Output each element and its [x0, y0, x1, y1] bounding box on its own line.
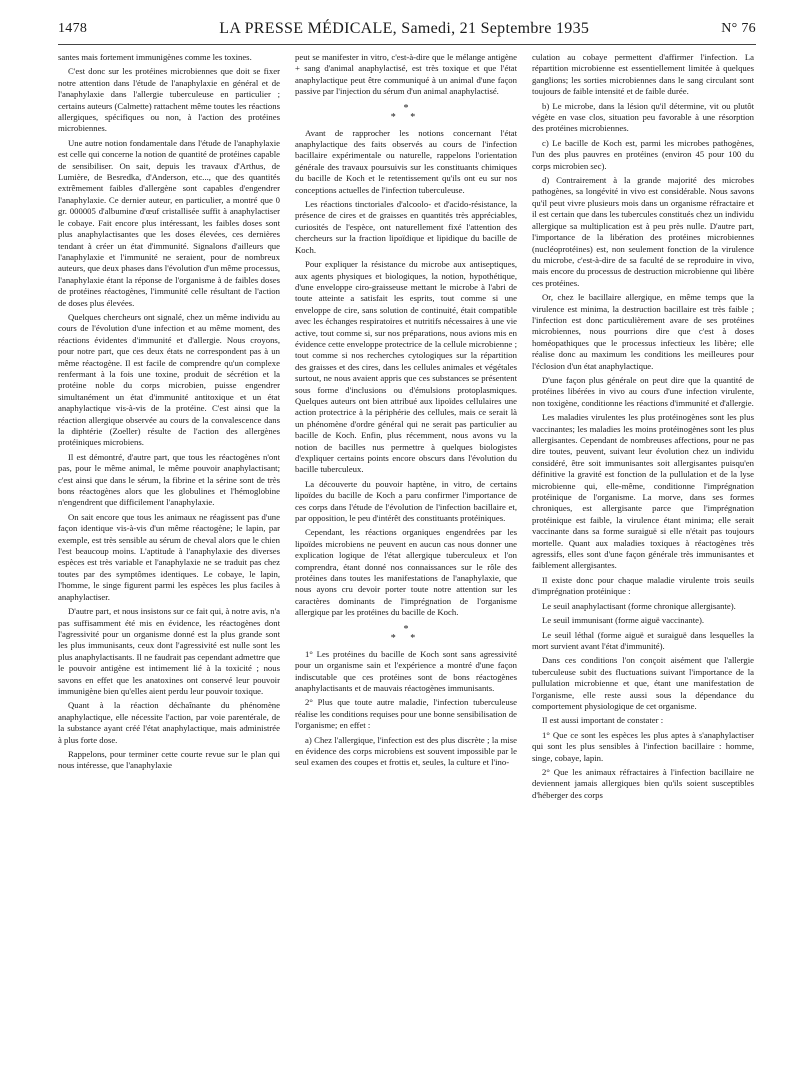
paragraph: Avant de rapprocher les notions concernant l'état anaphylactique des faits observés au cours de l'infection bacillaire expérimentale ou naturelle, rappelons l'orientation générale des travaux poursuivis sur les constituants chimiques du bacille de Koch et le retentissement qu'ils ont eu sur nos conceptions actuelles de l'infection tuberculeuse. — [295, 127, 517, 195]
separator-star: * — [403, 102, 409, 114]
paragraph: 1° Que ce sont les espèces les plus aptes à s'anaphylactiser qui sont les plus sensibles à l'infection bacillaire : homme, singe, cobaye, lapin. — [532, 729, 754, 763]
paragraph: Quant à la réaction déchaînante du phénomène anaphylactique, elle nécessite l'action, par voie parentérale, de la substance ayant créé l'état anaphylactique, mais administrée à plus forte dose. — [58, 700, 280, 745]
paragraph: b) Le microbe, dans la lésion qu'il détermine, vit ou plutôt végète en vase clos, situation peu favorable à une résorption des protéines microbiennes. — [532, 100, 754, 134]
paragraph: Cependant, les réactions organiques engendrées par les lipoïdes microbiens ne peuvent en aucun cas nous donner une explication logique de l'état allergique tuberculeux et l'on comprendra, étant donné nos connaissances sur le rôle des protéines dans toutes les manifestations de l'anaphylaxie, que nous ayons cru devoir porter toute notre attention sur les caractères dominants de l'imprégnation de l'organisme allergique par les protéines du bacille de Koch. — [295, 527, 517, 618]
paragraph: Le seuil immunisant (forme aiguë vaccinante). — [542, 615, 705, 626]
page-number: 1478 — [58, 21, 88, 36]
paragraph: La découverte du pouvoir haptène, in vitro, de certains lipoïdes du bacille de Koch a paru confirmer l'importance de ces corps dans l'étude de l'évolution de l'infection bacillaire et, par opposition, le peu d'intérêt des constituants protéiniques. — [295, 478, 517, 524]
paragraph: On sait encore que tous les animaux ne réagissent pas d'une façon identique vis-à-vis d'un même réactogène; le lapin, par exemple, est très sensible au sérum de cheval alors que le chien l'est beaucoup moins. L'aptitude à l'anaphylaxie des diverses espèces est très variable et l'anaphylaxie ne se traduit pas chez toutes par des symptômes identiques. Le cobaye, le lapin, l'homme, le singe figurent parmi les espèces les plus faciles à anaphylactiser. — [58, 511, 280, 602]
paragraph: 2° Que les animaux réfractaires à l'infection bacillaire ne deviennent jamais allergiques bien qu'ils soient susceptibles d'héberger des corps — [532, 766, 754, 800]
paragraph: Or, chez le bacillaire allergique, en même temps que la virulence est minima, la destruction bacillaire est très faible ; l'infection est donc particulièrement avare de ses protéines microbiennes, nous pourrions dire que c'est à doses homéopathiques que le processus infectieux les libère; elle réalise donc au maximum les conditions les meilleures pour l'éclosion d'un état anaphylactique. — [532, 292, 754, 371]
section-separator — [295, 104, 517, 122]
paragraph: Une autre notion fondamentale dans l'étude de l'anaphylaxie est celle qui concerne la notion de quantité de protéines capable de sensibiliser. On sait, depuis les travaux d'Arthus, de Lumière, de Besredka, d'Anderson, etc..., que des quantités extrêmement faibles d'allergène sont capables d'engendrer l'anaphylaxie. Ce dernier auteur, en particulier, a montré que 0 gr. 000005 d'albumine d'œuf cristallisée suffit à anaphylactiser le cobaye. Fait encore plus intéressant, les faibles doses sont plus anaphylactisantes que les doses élevées, ces dernières tendant à créer un état d'immunité. Signalons d'ailleurs que l'anaphylaxie et l'immunité ne seraient, pour de nombreux auteurs, que deux phases dans l'évolution d'un même processus, l'anaphylaxie étant la réponse de l'organisme à de faibles doses de protéines réactogènes, l'immunité celle résultant de l'action de doses plus élevées. — [58, 137, 280, 308]
paragraph: Il est démontré, d'autre part, que tous les réactogènes n'ont pas, pour le même animal, le même pouvoir anaphylactisant; c'est ainsi que dans le sérum, la fibrine et la sérine sont de très bons réactogènes alors que les globulines et l'hémoglobine n'engendrent que difficilement l'anaphylaxie. — [58, 451, 280, 508]
paragraph: peut se manifester in vitro, c'est-à-dire que le mélange antigène + sang d'animal anaphylactisé, est très toxique et que l'état anaphylactique peut être communiqué à un animal d'une façon passive par l'injection du sérum d'un animal anaphylactisé. — [295, 52, 517, 97]
paragraph: santes mais fortement immunigènes comme les toxines. — [58, 52, 252, 62]
paragraph: Il existe donc pour chaque maladie virulente trois seuils d'imprégnation protéinique : — [532, 574, 754, 597]
paragraph: d) Contrairement à la grande majorité des microbes pathogènes, sa longévité in vivo est considérable. Nous savons qu'il peut vivre plusieurs mois dans un organisme réfractaire et il est certain que dans les tubercules constitués chez un individu allergique sa multiplication est à peu près nulle. D'autre part, l'importance de la libération des protéines microbiennes (nucléoprotéines) est, non seulement fonction de la virulence du microbe, c'est-à-dire de sa faculté de se reproduire in vivo, mais encore du processus de destruction microbienne qui libère ces protéines. — [532, 175, 754, 288]
paragraph: 1° Les protéines du bacille de Koch sont sans agressivité pour un organisme sain et l'expérience a montré d'une façon indiscutable que ces protéines sont de bons réactogènes anaphylactisants et de mauvais réactogènes immunisants. — [295, 648, 517, 693]
paragraph: Il est aussi important de constater : — [542, 715, 664, 726]
paragraph: Dans ces conditions l'on conçoit aisément que l'allergie tuberculeuse subit des fluctuations suivant l'importance de la pullulation microbienne et que, étant une manifestation de l'organisme, elle reste aussi sous la dépendance du comportement physiologique de cet organisme. — [532, 655, 754, 711]
issue-number: N° 76 — [721, 21, 756, 36]
paragraph: C'est donc sur les protéines microbiennes que doit se fixer notre attention dans l'étude de l'anaphylaxie en général et de l'anaphylaxie dans l'allergie tuberculeuse en particulier ; certains auteurs (Calmette) rattachent même toutes les réactions allergiques, spécifiques ou non, à l'action des protéines microbiennes. — [58, 66, 280, 134]
paragraph: Les maladies virulentes les plus protéinogènes sont les plus vaccinantes; les maladies les moins protéinogènes sont les plus allergisantes. Cependant de nombreuses affections, pour ne pas dire toutes, peuvent, suivant leur évolution chez un individu considéré, être soit immunisantes soit allergisantes puisqu'en définitive la gravité est fonction de la pullulation et de la lyse microbienne qui, elle-même, conditionne l'imprégnation protéinique de l'organisme. La morve, dans ses formes chroniques, est allergisante parce que l'imprégnation protéinique est faible, la virulence étant minima; elle serait vaccinante dans sa forme suraiguë si elle n'était pas toujours mortelle. Quant aux maladies toxiques à réactogènes très agressifs, elles sont d'une façon générale très immunisantes et faiblement allergisantes. — [532, 412, 754, 571]
paragraph: Pour expliquer la résistance du microbe aux antiseptiques, aux agents physiques et biologiques, la notion, hypothétique, d'une enveloppe ciro-graisseuse mettant le microbe à l'abri de toute atteinte a satisfait les esprits, tout comme si une enveloppe de cire, sans solution de continuité, était compatible avec les échanges respiratoires et nutritifs nécessaires à une vie active, tout comme si, sur nos préparations, nous avions mis en évidence cette enveloppe protectrice de la cellule microbienne ; tout comme si nos recherches cytologiques sur la répartition des graisses et des cires, dans les cellules animales et végétales surtout, ne nous avaient appris que ces substances se présentent sous forme d'inclusions ou d'émulsions protoplasmiques. Quelques auteurs ont bien attribué aux lipoïdes cellulaires une action protectrice à la périphérie des cellules, mais ce serait là un phénomène d'ordre général qui ne serait pas particulier au bacille de Koch. Enfin, plus récemment, nous avons vu la notion de bacilles nus permettre à quelques biologistes d'expliquer certains points encore obscurs dans l'évolution du bacille tuberculeux. — [295, 259, 517, 475]
paragraph: D'autre part, et nous insistons sur ce fait qui, à notre avis, n'a pas suffisamment été mis en évidence, les réactogènes dont l'agressivité pour un organisme donné est la plus grande sont les plus immunisants, ceux dont l'agressivité est nulle sont les plus anaphylactisants. Il ne faudrait pas cependant admettre que le pouvoir antigène est intimement lié à la toxicité ; nous savons en effet que les anatoxines ont conservé leur pouvoir immunigène bien qu'elles aient perdu leur pouvoir toxique. — [58, 606, 280, 696]
page-header — [58, 14, 756, 45]
paragraph: D'une façon plus générale on peut dire que la quantité de protéines libérées in vivo au cours d'une infection virulente, non toxigène, conditionne les réactions d'immunité et d'allergie. — [532, 374, 754, 408]
journal-title: LA PRESSE MÉDICALE, Samedi, 21 Septembre 1935 — [219, 20, 590, 37]
text-columns — [58, 52, 756, 1070]
separator-stars: * * — [390, 111, 422, 123]
paragraph: Quelques chercheurs ont signalé, chez un même individu au cours de l'évolution d'une infection et au même moment, des réactions évidentes d'immunité et d'allergie. Nous croyons, pour notre part, que ces deux états ne correspondent pas à un même réactogène. Il est facile de comprendre qu'un complexe renfermant à la fois une toxine, produit de sécrétion et la protéine noble du corps microbien, puisse engendrer simultanément un état d'immunité antitoxique et un état anaphylactique vis-à-vis de la protéine. C'est ainsi que la réaction allergique observée au cours de la convalescence dans la diphtérie (Zoeller) résulte de l'action des allergènes protéiniques microbiens. — [58, 311, 280, 448]
paragraph: a) Chez l'allergique, l'infection est des plus discrète ; la mise en évidence des corps microbiens est souvent impossible par le seul examen des coupes et frottis et, seules, la culture et l'ino- — [295, 734, 517, 768]
column-2 — [295, 52, 517, 1070]
paragraph: culation au cobaye permettent d'affirmer l'infection. La répartition microbienne est essentiellement limitée à quelques ganglions; les sorties microbiennes dans le sang circulant sont toujours de faible intensité et de faible durée. — [532, 52, 754, 97]
paragraph: Rappelons, pour terminer cette courte revue sur le plan qui nous intéresse, que l'anaphylaxie — [58, 748, 280, 771]
paragraph: 2° Plus que toute autre maladie, l'infection tuberculeuse réalise les conditions requises pour une bonne sensibilisation de l'organisme; en effet : — [295, 697, 517, 731]
column-3 — [532, 52, 754, 1070]
paragraph: Les réactions tinctoriales d'alcoolo- et d'acido-résistance, la présence de cires et de graisses en quantités très appréciables, curiosités de l'espèce, ont naturellement fixé l'attention des chercheurs sur la fraction lipoïdique et lipidique du bacille de Koch. — [295, 199, 517, 255]
paragraph: c) Le bacille de Koch est, parmi les microbes pathogènes, l'un des plus pauvres en protéines (environ 45 pour 100 du corps microbien sec). — [532, 137, 754, 171]
paragraph: Le seuil léthal (forme aiguë et suraiguë dans lesquelles la mort survient avant l'état d'immunité). — [532, 629, 754, 651]
separator-stars: * * — [390, 632, 422, 644]
separator-star: * — [403, 623, 409, 635]
paragraph: Le seuil anaphylactisant (forme chronique allergisante). — [542, 600, 736, 611]
column-1 — [58, 52, 280, 1070]
section-separator — [295, 625, 517, 643]
